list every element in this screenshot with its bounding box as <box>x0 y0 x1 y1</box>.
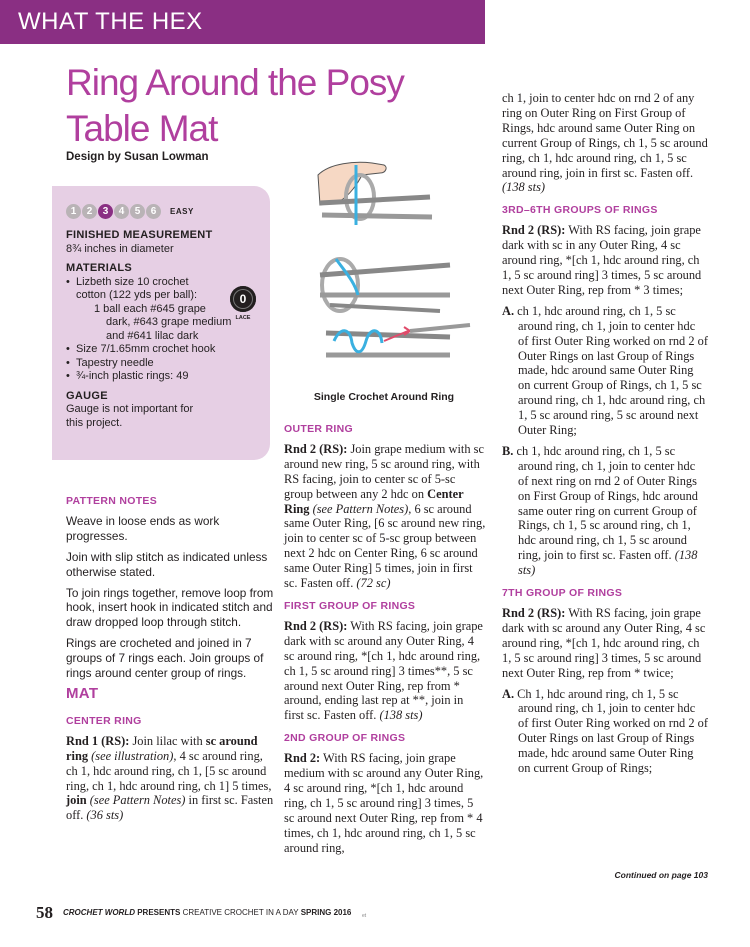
continued-note: Continued on page 103 <box>614 870 708 880</box>
illustration-caption: Single Crochet Around Ring <box>313 391 455 403</box>
designer-credit: Design by Susan Lowman <box>66 151 209 163</box>
skill-level <box>66 204 260 219</box>
section-banner: WHAT THE HEX <box>0 0 485 44</box>
column-1 <box>66 486 276 829</box>
center-ring-instructions: Rnd 1 (RS): Join lilac with sc around ring (see illustration), 4 sc around ring, ch 1, hdc around ring, ch 1, [5 sc around ring, ch 1, hdc around ring, ch 1] 5 times, join (see Pattern Notes) in first sc. Fasten off. (36 sts) <box>66 733 274 823</box>
column-2 <box>284 414 486 861</box>
material-item: • Size 7/1.65mm crochet hook <box>66 343 260 357</box>
seventh-group-heading: 7TH GROUP OF RINGS <box>502 587 623 600</box>
mat-heading: MAT <box>66 684 99 702</box>
first-group-heading: FIRST GROUP OF RINGS <box>284 599 416 612</box>
pattern-note: To join rings together, remove loop from hook, insert hook in indicated stitch and draw dropped loop through stitch. <box>66 585 274 630</box>
pattern-note: Rings are crocheted and joined in 7 groups of 7 rings each. Join groups of rings around center group of rings. <box>66 636 264 681</box>
pattern-notes <box>66 514 276 681</box>
footer-mark: et <box>362 913 367 919</box>
skill-level-4: 4 <box>114 204 129 219</box>
yarn-weight-icon <box>228 286 258 326</box>
seventh-group-step-a: A. Ch 1, hdc around ring, ch 1, 5 sc around ring, ch 1, join to center hdc of first Outer Ring worked on rnd 2 of Outer Rings on last Group of Rings made, hdc around same Outer Ring on current Group of Rings; <box>502 686 708 776</box>
pattern-note: Join with slip stitch as indicated unless otherwise stated. <box>66 549 268 579</box>
material-item: • Lizbeth size 10 crochet <box>66 276 260 290</box>
second-group-continued: ch 1, join to center hdc on rnd 2 of any ring on Outer Ring on First Group of Rings, hdc around same Outer Ring on current Group of Rings, ch 1, 5 sc around ring, ch 1, hdc around ring, ch 1, 5 sc around ring, join in first sc. Fasten off. (138 sts) <box>502 91 708 195</box>
publication-presents: PRESENTS <box>135 908 183 918</box>
skill-level-5: 5 <box>130 204 145 219</box>
material-item: • ¾-inch plastic rings: 49 <box>66 370 260 384</box>
material-item-cont: dark, #643 grape medium <box>106 316 232 328</box>
gauge-heading: GAUGE <box>66 389 108 402</box>
groups-3-6-step-a: A. ch 1, hdc around ring, ch 1, 5 sc around ring, ch 1, join to center hdc of first Outer Ring worked on rnd 2 of Outer Rings on last Group of Rings made, hdc around same Outer Ring on current Group of Rings, ch 1, 5 sc around ring, ch 1, hdc around ring, ch 1, 5 sc around ring, 5 sc around next Outer Ring; <box>502 303 708 438</box>
skill-level-2: 2 <box>82 204 97 219</box>
pattern-notes-heading: PATTERN NOTES <box>66 495 158 507</box>
skill-level-6: 6 <box>146 204 161 219</box>
materials-heading: MATERIALS <box>66 262 133 274</box>
yarn-ball-icon: 0 <box>230 286 256 312</box>
finished-heading: FINISHED MEASUREMENT <box>66 229 213 241</box>
outer-ring-instructions: Rnd 2 (RS): Join grape medium with sc around new ring, 5 sc around ring, with RS facing, join to center sc of 5-sc group between any 2 hdc on Center Ring (see Pattern Notes), 6 sc around same Outer Ring, [6 sc around new ring, join to center sc of 5-sc group between next 2 hdc on Center Ring, 6 sc around same Outer Ring] 5 times, join in first sc. Fasten off. (72 sc) <box>284 441 486 591</box>
single-crochet-illustration <box>300 155 480 385</box>
page-footer <box>36 903 351 923</box>
gauge-text-2: this project. <box>66 416 123 429</box>
illustration-step-2 <box>320 259 450 311</box>
illustration-step-1 <box>318 162 432 225</box>
pattern-note: Weave in loose ends as work progresses. <box>66 513 220 543</box>
column-3 <box>502 91 708 782</box>
publication-title: CREATIVE CROCHET IN A DAY <box>182 908 301 918</box>
material-item-cont: and #641 lilac dark <box>106 329 199 342</box>
gauge-text-1: Gauge is not important for <box>66 403 194 415</box>
seventh-group-instructions: Rnd 2 (RS): With RS facing, join grape dark with sc around any Outer Ring, 4 sc around ring, *[ch 1, hdc around ring, ch 1, 5 sc around ring] 3 times, 5 sc around next Outer Ring, rep from * twice; <box>502 606 706 680</box>
second-group-heading: 2ND GROUP OF RINGS <box>284 732 406 745</box>
page-title <box>66 60 404 152</box>
first-group-instructions: Rnd 2 (RS): With RS facing, join grape dark with sc around any Outer Ring, 4 sc around ring, *[ch 1, hdc around ring, ch 1, 5 sc around ring] 3 times**, 5 sc around next Outer Ring, rep from * around, ending last rep at **, join in first sc. Fasten off. (138 sts) <box>284 618 483 723</box>
center-ring-heading: CENTER RING <box>66 714 142 727</box>
skill-label: EASY <box>170 206 194 216</box>
groups-3-6-heading: 3RD–6TH GROUPS OF RINGS <box>502 204 658 217</box>
publication-name: CROCHET WORLD <box>63 908 135 918</box>
page-number: 58 <box>36 903 53 922</box>
groups-3-6-step-b: B. ch 1, hdc around ring, ch 1, 5 sc around ring, ch 1, join to center hdc of next ring on rnd 2 of Outer Rings on First Group of Rings, hdc around same outer ring on current Group of Rings, ch 1, 5 sc around ring, ch 1, hdc around ring, ch 1, 5 sc around ring, join to first sc. Fasten off. (138 sts) <box>502 443 698 578</box>
yarn-weight-label: LACE <box>235 315 251 321</box>
title-line-1: Ring Around the Posy <box>66 62 404 103</box>
second-group-instructions: Rnd 2: With RS facing, join grape medium with sc around any Outer Ring, 4 sc around ring, *[ch 1, hdc around ring, ch 1, 5 sc around ring] 3 times, 5 sc around next Outer Ring, rep from * 4 times, ch 1, hdc around ring, ch 1, 5 sc around ring, <box>284 751 484 855</box>
finished-text: 8¾ inches in diameter <box>66 242 174 255</box>
issue-date: SPRING 2016 <box>300 908 352 918</box>
skill-level-1: 1 <box>66 204 81 219</box>
outer-ring-heading: OUTER RING <box>284 423 353 435</box>
material-item-cont: 1 ball each #645 grape <box>94 302 206 315</box>
info-box <box>52 186 270 460</box>
material-item: • Tapestry needle <box>66 357 260 371</box>
groups-3-6-instructions: Rnd 2 (RS): With RS facing, join grape dark with sc in any Outer Ring, 4 sc around ring, *[ch 1, hdc around ring, ch 1, 5 sc around ring] 3 times, 5 sc around next Outer Ring, rep from * 3 times; <box>502 223 702 297</box>
title-line-2: Table Mat <box>66 108 218 149</box>
illustration-step-3 <box>326 325 470 355</box>
skill-level-3-active: 3 <box>98 204 113 219</box>
material-item-cont: cotton (122 yds per ball): <box>76 289 198 301</box>
